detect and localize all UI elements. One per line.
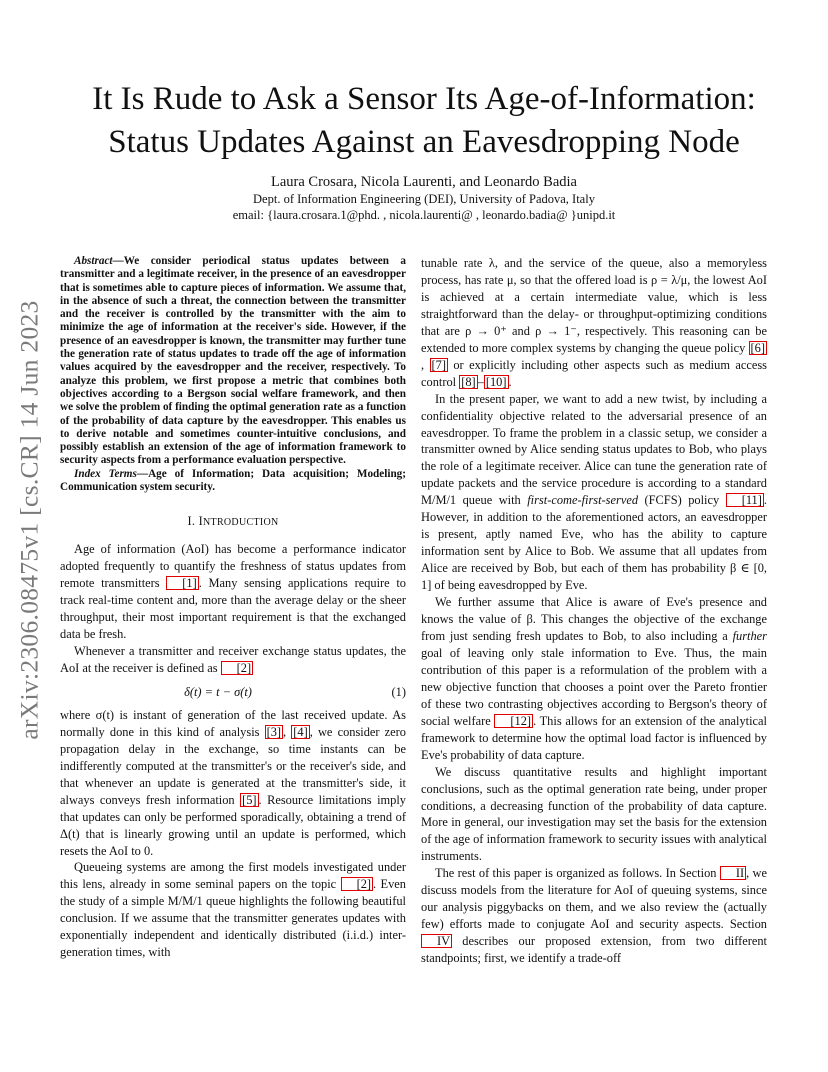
citation-link[interactable]: [8] xyxy=(461,374,476,389)
section-number: I. xyxy=(187,514,199,529)
paragraph xyxy=(60,643,406,677)
text-span: Whenever a transmitter and receiver exchange status updates, the AoI at the receiver is defined as xyxy=(60,644,406,675)
text-span: goal of leaving only stale information to Eve. Thus, the main contribution of this paper is a reformulation of the problem with a new objective function that chooses a point over the Pareto frontier of these two contrasting objectives according to Bergson's theory of social welfare xyxy=(421,645,767,728)
emphasis: further xyxy=(732,628,767,643)
arxiv-identifier xyxy=(10,290,50,750)
index-terms xyxy=(60,468,406,495)
section-ref-link[interactable]: II xyxy=(720,866,746,880)
index-terms-text: —Age of Information; Data acquisition; Modeling; Communication system security. xyxy=(60,467,406,494)
section-heading-introduction xyxy=(60,513,406,532)
citation-link[interactable]: [4] xyxy=(293,724,308,739)
citation-link[interactable]: [3] xyxy=(266,724,282,739)
equation-body: δ(t) = t − σ(t) xyxy=(184,684,252,699)
paragraph xyxy=(60,541,406,643)
text-span: , we discuss models from the literature for AoI of queuing systems, since our analysis piggybacks on them, and we also review the (actually few) efforts made to conjugate AoI and security aspects. Section xyxy=(421,866,767,932)
citation-link[interactable]: [1] xyxy=(166,576,198,590)
abstract-text: —We consider periodical status updates between a transmitter and a legitimate receiver, in the presence of an eavesdropper that is sometimes able to capture pieces of information. We assume that, in the absence of such a threat, the connection between the transmitter and the receiver is controlled by the transmitter with the aim to minimize the age of information at the receiver's side. However, if the presence of an eavesdropper is known, the transmitter may further tune the generation rate of status updates to trade off the age of information values acquired by the eavesdropper and the receiver, respectively. To analyze this problem, we first propose a metric that combines both objectives according to a Bergson social welfare framework, and then we solve the problem of finding the optimal generation rate as a function of the probability of data capture by the eavesdropper. This enables us to derive notable and sometimes counter-intuitive conclusions, and possibly establish an extension of the age of information framework to security aspects from a performance evaluation perspective. xyxy=(60,255,406,467)
text-span: . This allows for an extension of the analytical framework to determine how the optimal load factor is influenced by Eve's probability of data capture. xyxy=(421,713,767,762)
paragraph xyxy=(421,594,767,764)
text-span: . Many sensing applications require to track real-time content and, more than the average delay or the sheer throughput, their most important requirement is that the exchanged data be fresh. xyxy=(60,576,406,642)
arxiv-identifier-text: arXiv:2306.08475v1 [cs.CR] 14 Jun 2023 xyxy=(15,300,44,740)
section-ref-link[interactable]: IV xyxy=(421,934,452,948)
abstract-label: Abstract xyxy=(74,255,113,267)
text-span: tunable rate λ, and the service of the queue, also a memoryless process, has rate μ, so that the offered load is ρ = λ/μ, the lowest AoI is achieved at a certain intermediate value, which is less straightforward than the delay- or throughput-optimizing conditions that are ρ → 0⁺ and ρ → 1⁻, respectively. This reasoning can be extended to more complex systems by changing the queue policy xyxy=(421,256,767,355)
index-terms-label: Index Terms xyxy=(74,467,137,480)
equation-1 xyxy=(60,684,406,701)
citation-link[interactable]: [2] xyxy=(221,661,253,675)
paragraph xyxy=(60,859,406,961)
citation-link[interactable]: [5] xyxy=(242,792,257,807)
paper-title xyxy=(60,78,788,164)
citation-link[interactable]: [6] xyxy=(750,340,765,355)
title-line-1: It Is Rude to Ask a Sensor Its Age-of-Information: xyxy=(92,81,756,117)
paragraph xyxy=(421,865,767,967)
text-span: The rest of this paper is organized as follows. In Section xyxy=(435,866,720,881)
text-span: In the present paper, we want to add a new twist, by including a confidentiality objective related to the adversarial presence of an eavesdropper. To frame the problem in a classic setup, we consider a transmitter owned by Alice sending status updates to Bob, who plays the role of a legitimate receiver. Alice can tune the generation rate of update packets and the service procedure is according to a standard M/M/1 queue with xyxy=(421,391,767,508)
text-span: (FCFS) policy xyxy=(638,493,726,508)
right-column xyxy=(421,255,767,967)
text-span: We further assume that Alice is aware of Eve's presence and knows the value of β. This changes the objective of the exchange from just sending fresh updates to Bob, to also including a xyxy=(421,595,767,643)
text-span: where σ(t) is instant of generation of the last received update. As normally done in this kind of analysis xyxy=(60,707,406,739)
citation-link[interactable]: [12] xyxy=(494,714,533,728)
paragraph xyxy=(421,391,767,594)
citation-link[interactable]: [11] xyxy=(726,493,764,507)
text-span: describes our proposed extension, from two different standpoints; first, we identify a trade-off xyxy=(421,934,767,966)
text-span: – xyxy=(477,374,484,389)
equation-number: (1) xyxy=(391,684,406,699)
text-span: Queueing systems are among the first models investigated under this lens, already in some seminal papers on the topic xyxy=(60,860,406,892)
text-span: , xyxy=(283,724,292,739)
citation-link[interactable]: [10] xyxy=(485,374,507,389)
text-span: . However, in addition to the aforementioned actors, an eavesdropper is present, aptly named Eve, who has the ability to capture information sent by Alice to Bob. We assume that all updates from Alice are received by Bob, but each of them has probability β ∈ [0, 1] of being eavesdropped by Eve. xyxy=(421,493,767,593)
text-span: , xyxy=(421,357,430,372)
emphasis: first-come-first-served xyxy=(527,493,639,508)
text-span: . Resource limitations imply that updates can only be performed sporadically, obtaining a trend of Δ(t) that is linearly growing until an update is performed, which resets the AoI to 0. xyxy=(60,792,406,858)
text-span: . xyxy=(508,374,512,389)
title-line-2: Status Updates Against an Eavesdropping Node xyxy=(108,124,740,160)
section-title-rest: NTRODUCTION xyxy=(203,517,279,529)
text-span: , we consider zero propagation delay in the exchange, so time instants can be indifferently computed at the transmitter's or the receiver's side, and that whenever an update is generated at the transmitter's side, it always conveys fresh information xyxy=(60,724,407,807)
paragraph: We discuss quantitative results and highlight important conclusions, such as the optimal generation rate being, under proper conditions, a decreasing function of the probability of data capture. More in general, our investigation may set the basis for the extension of the age of information framework to security issues with analytical instruments. xyxy=(421,764,767,864)
section-title-initial: I xyxy=(198,514,204,529)
left-column xyxy=(60,255,406,961)
authors: Laura Crosara, Nicola Laurenti, and Leonardo Badia xyxy=(271,174,577,190)
text-span: . Even the study of a simple M/M/1 queue highlights the following beautiful conclusion. If we assume that the transmitter generates updates with exponentially independent and identically distributed (i.i.d.) inter-generation times, with xyxy=(60,877,407,960)
citation-link[interactable]: [2] xyxy=(341,877,373,891)
text-span: or explicitly including other aspects such as medium access control xyxy=(421,357,767,389)
text-span: Age of information (AoI) has become a performance indicator adopted frequently to quantify the freshness of status updates from remote transmitters xyxy=(60,542,406,591)
abstract xyxy=(60,255,406,468)
paragraph xyxy=(60,707,406,860)
citation-link[interactable]: [7] xyxy=(431,357,446,372)
email-line: email: {laura.crosara.1@phd. , nicola.laurenti@ , leonardo.badia@ }unipd.it xyxy=(232,208,616,222)
paragraph xyxy=(421,255,767,391)
affiliation: Dept. of Information Engineering (DEI), University of Padova, Italy xyxy=(253,192,595,206)
